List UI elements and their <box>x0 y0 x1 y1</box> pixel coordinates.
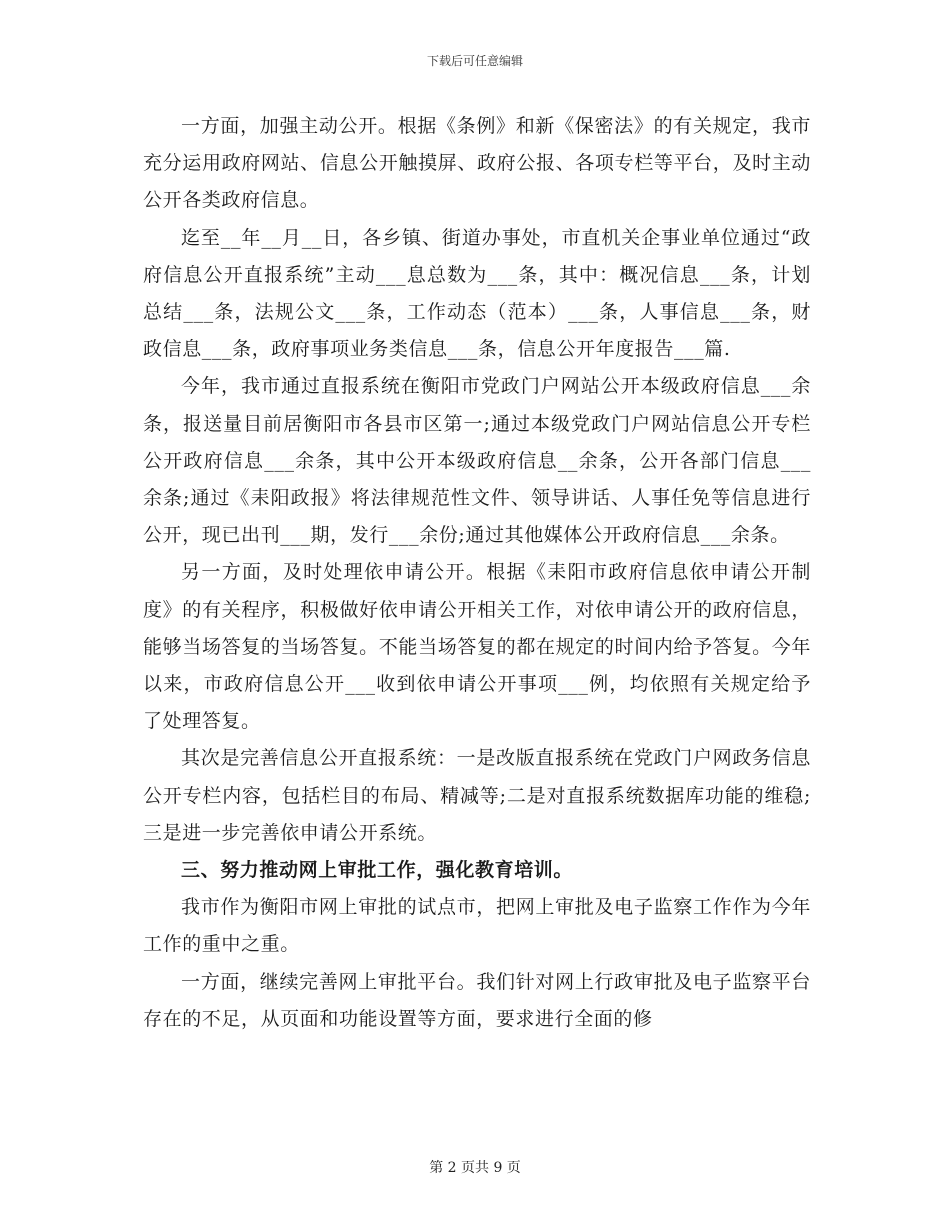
paragraph-active-disclosure: 一方面，加强主动公开。根据《条例》和新《保密法》的有关规定，我市充分运用政府网站、信息公开触摸屏、政府公报、各项专栏等平台，及时主动公开各类政府信息。 <box>143 115 811 212</box>
document-body <box>143 108 811 1038</box>
paragraph-online-approval-platform: 一方面，继续完善网上审批平台。我们针对网上行政审批及电子监察平台存在的不足，从页面和功能设置等方面，要求进行全面的修 <box>143 970 811 1030</box>
paragraph-system-improvement: 其次是完善信息公开直报系统：一是改版直报系统在党政门户网政务信息公开专栏内容，包括栏目的布局、精减等;二是对直报系统数据库功能的维稳;三是进一步完善依申请公开系统。 <box>143 747 811 844</box>
section-heading: 三、努力推动网上审批工作，强化教育培训。 <box>181 859 574 882</box>
page-header: 下载后可任意编辑 <box>426 54 523 68</box>
paragraph-online-approval-pilot: 我市作为衡阳市网上审批的试点市，把网上审批及电子监察工作作为今年工作的重中之重。 <box>143 896 811 956</box>
paragraph-direct-report: 今年，我市通过直报系统在衡阳市党政门户网站公开本级政府信息___余条，报送量目前居衡阳市各县市区第一;通过本级党政门户网站信息公开专栏公开政府信息___余条，其中公开本级政府信息__余条，公开各部门信息___余条;通过《耒阳政报》将法律规范性文件、领导讲话、人事任免等信息进行公开，现已出刊___期，发行___余份;通过其他媒体公开政府信息___余条。 <box>143 375 811 547</box>
paragraph-statistics: 迄至__年__月__日，各乡镇、街道办事处，市直机关企事业单位通过“政府信息公开直报系统”主动___息总数为___条，其中：概况信息___条，计划总结___条，法规公文___条，工作动态（范本）___条，人事信息___条，财政信息___条，政府事项业务类信息___条，信息公开年度报告___篇. <box>143 226 811 361</box>
page-footer: 第 2 页共 9 页 <box>429 1160 521 1176</box>
paragraph-application-disclosure: 另一方面，及时处理依申请公开。根据《耒阳市政府信息依申请公开制度》的有关程序，积极做好依申请公开相关工作，对依申请公开的政府信息，能够当场答复的当场答复。不能当场答复的都在规定的时间内给予答复。今年以来，市政府信息公开___收到依申请公开事项___例，均依照有关规定给予了处理答复。 <box>143 561 811 733</box>
